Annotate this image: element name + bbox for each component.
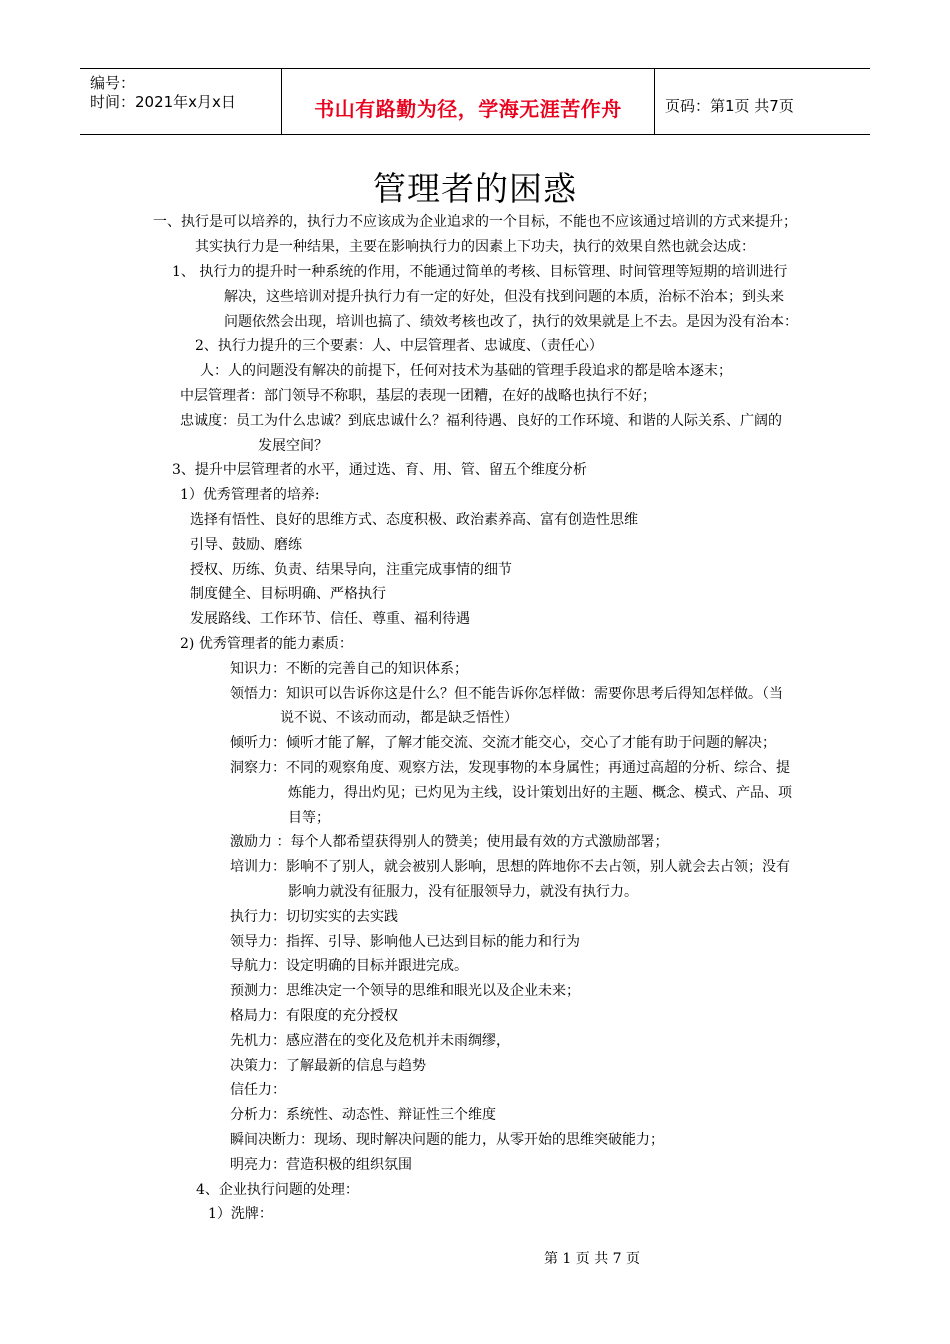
header-motto: 书山有路勤为径，学海无涯苦作舟 <box>314 97 622 121</box>
body-line: 其实执行力是一种结果，主要在影响执行力的因素上下功夫，执行的效果自然也就会达成： <box>195 239 755 255</box>
body-line: 洞察力：不同的观察角度、观察方法，发现事物的本身属性；再通过高超的分析、综合、提 <box>230 760 790 776</box>
body-line: 解决，这些培训对提升执行力有一定的好处，但没有找到问题的本质，治标不治本；到头来 <box>224 289 784 305</box>
header-page-cell <box>655 69 870 134</box>
body-line: 问题依然会出现，培训也搞了、绩效考核也改了，执行的效果就是上不去。是因为没有治本： <box>224 314 798 330</box>
body-line: 人：人的问题没有解决的前提下，任何对技术为基础的管理手段追求的都是啥本逐末； <box>200 363 732 379</box>
body-line: 决策力：了解最新的信息与趋势 <box>230 1058 426 1074</box>
document-date-label: 时间：2021年x月x日 <box>90 93 236 111</box>
body-line: 4、企业执行问题的处理： <box>196 1182 359 1198</box>
body-line: 导航力：设定明确的目标并跟进完成。 <box>230 958 468 974</box>
document-number-label: 编号： <box>90 74 136 92</box>
body-line: 分析力：系统性、动态性、辩证性三个维度 <box>230 1107 496 1123</box>
body-line: 2) 优秀管理者的能力素质： <box>180 636 353 652</box>
body-line: 目等； <box>288 810 330 826</box>
body-line: 1）洗牌： <box>208 1206 273 1222</box>
body-line: 1）优秀管理者的培养: <box>180 487 320 503</box>
body-line: 明亮力：营造积极的组织氛围 <box>230 1157 412 1173</box>
body-line: 发展空间？ <box>258 438 328 454</box>
page-header <box>80 68 870 135</box>
body-line: 一、执行是可以培养的，执行力不应该成为企业追求的一个目标，不能也不应该通过培训的方式来提升； <box>153 214 797 230</box>
body-line: 授权、历练、负责、结果导向，注重完成事情的细节 <box>190 562 512 578</box>
body-line: 发展路线、工作环节、信任、尊重、福利待遇 <box>190 611 470 627</box>
header-meta-cell <box>80 69 282 134</box>
body-line: 领悟力：知识可以告诉你这是什么？但不能告诉你怎样做：需要你思考后得知怎样做。（当 <box>230 686 783 702</box>
body-line: 选择有悟性、良好的思维方式、态度积极、政治素养高、富有创造性思维 <box>190 512 638 528</box>
header-page-info: 页码：第1页 共7页 <box>665 97 794 115</box>
body-line: 2、执行力提升的三个要素：人、中层管理者、忠诚度、（责任心） <box>195 338 603 354</box>
body-line: 知识力：不断的完善自己的知识体系； <box>230 661 468 677</box>
body-line: 影响力就没有征服力，没有征服领导力，就没有执行力。 <box>288 884 638 900</box>
body-line: 领导力：指挥、引导、影响他人已达到目标的能力和行为 <box>230 934 580 950</box>
body-line: 1、 执行力的提升时一种系统的作用，不能通过简单的考核、目标管理、时间管理等短期的培训进行 <box>172 264 788 280</box>
body-line: 执行力：切切实实的去实践 <box>230 909 398 925</box>
body-line: 信任力： <box>230 1082 286 1098</box>
body-line: 炼能力，得出灼见；已灼见为主线，设计策划出好的主题、概念、模式、产品、项 <box>288 785 792 801</box>
body-line: 倾听力：倾听才能了解，了解才能交流、交流才能交心，交心了才能有助于问题的解决； <box>230 735 776 751</box>
body-line: 先机力：感应潜在的变化及危机并未雨绸缪， <box>230 1033 510 1049</box>
body-line: 引导、鼓励、磨练 <box>190 537 302 553</box>
body-line: 瞬间决断力：现场、现时解决问题的能力，从零开始的思维突破能力； <box>230 1132 664 1148</box>
body-line: 预测力：思维决定一个领导的思维和眼光以及企业未来； <box>230 983 580 999</box>
body-line: 忠诚度：员工为什么忠诚？到底忠诚什么？福利待遇、良好的工作环境、和谐的人际关系、广阔的 <box>180 413 782 429</box>
body-line: 中层管理者：部门领导不称职，基层的表现一团糟，在好的战略也执行不好； <box>180 388 656 404</box>
body-line: 说不说、不该动而动，都是缺乏悟性） <box>280 710 518 726</box>
header-motto-cell <box>282 69 655 134</box>
body-line: 3、提升中层管理者的水平，通过选、育、用、管、留五个维度分析 <box>172 462 587 478</box>
body-line: 培训力：影响不了别人，就会被别人影响，思想的阵地你不去占领，别人就会去占领；没有 <box>230 859 790 875</box>
body-line: 格局力：有限度的充分授权 <box>230 1008 398 1024</box>
document-title: 管理者的困惑 <box>373 169 577 208</box>
body-line: 激励力 ：每个人都希望获得别人的赞美；使用最有效的方式激励部署； <box>230 834 669 850</box>
body-line: 制度健全、目标明确、严格执行 <box>190 586 386 602</box>
page-footer: 第 1 页 共 7 页 <box>543 1251 641 1267</box>
